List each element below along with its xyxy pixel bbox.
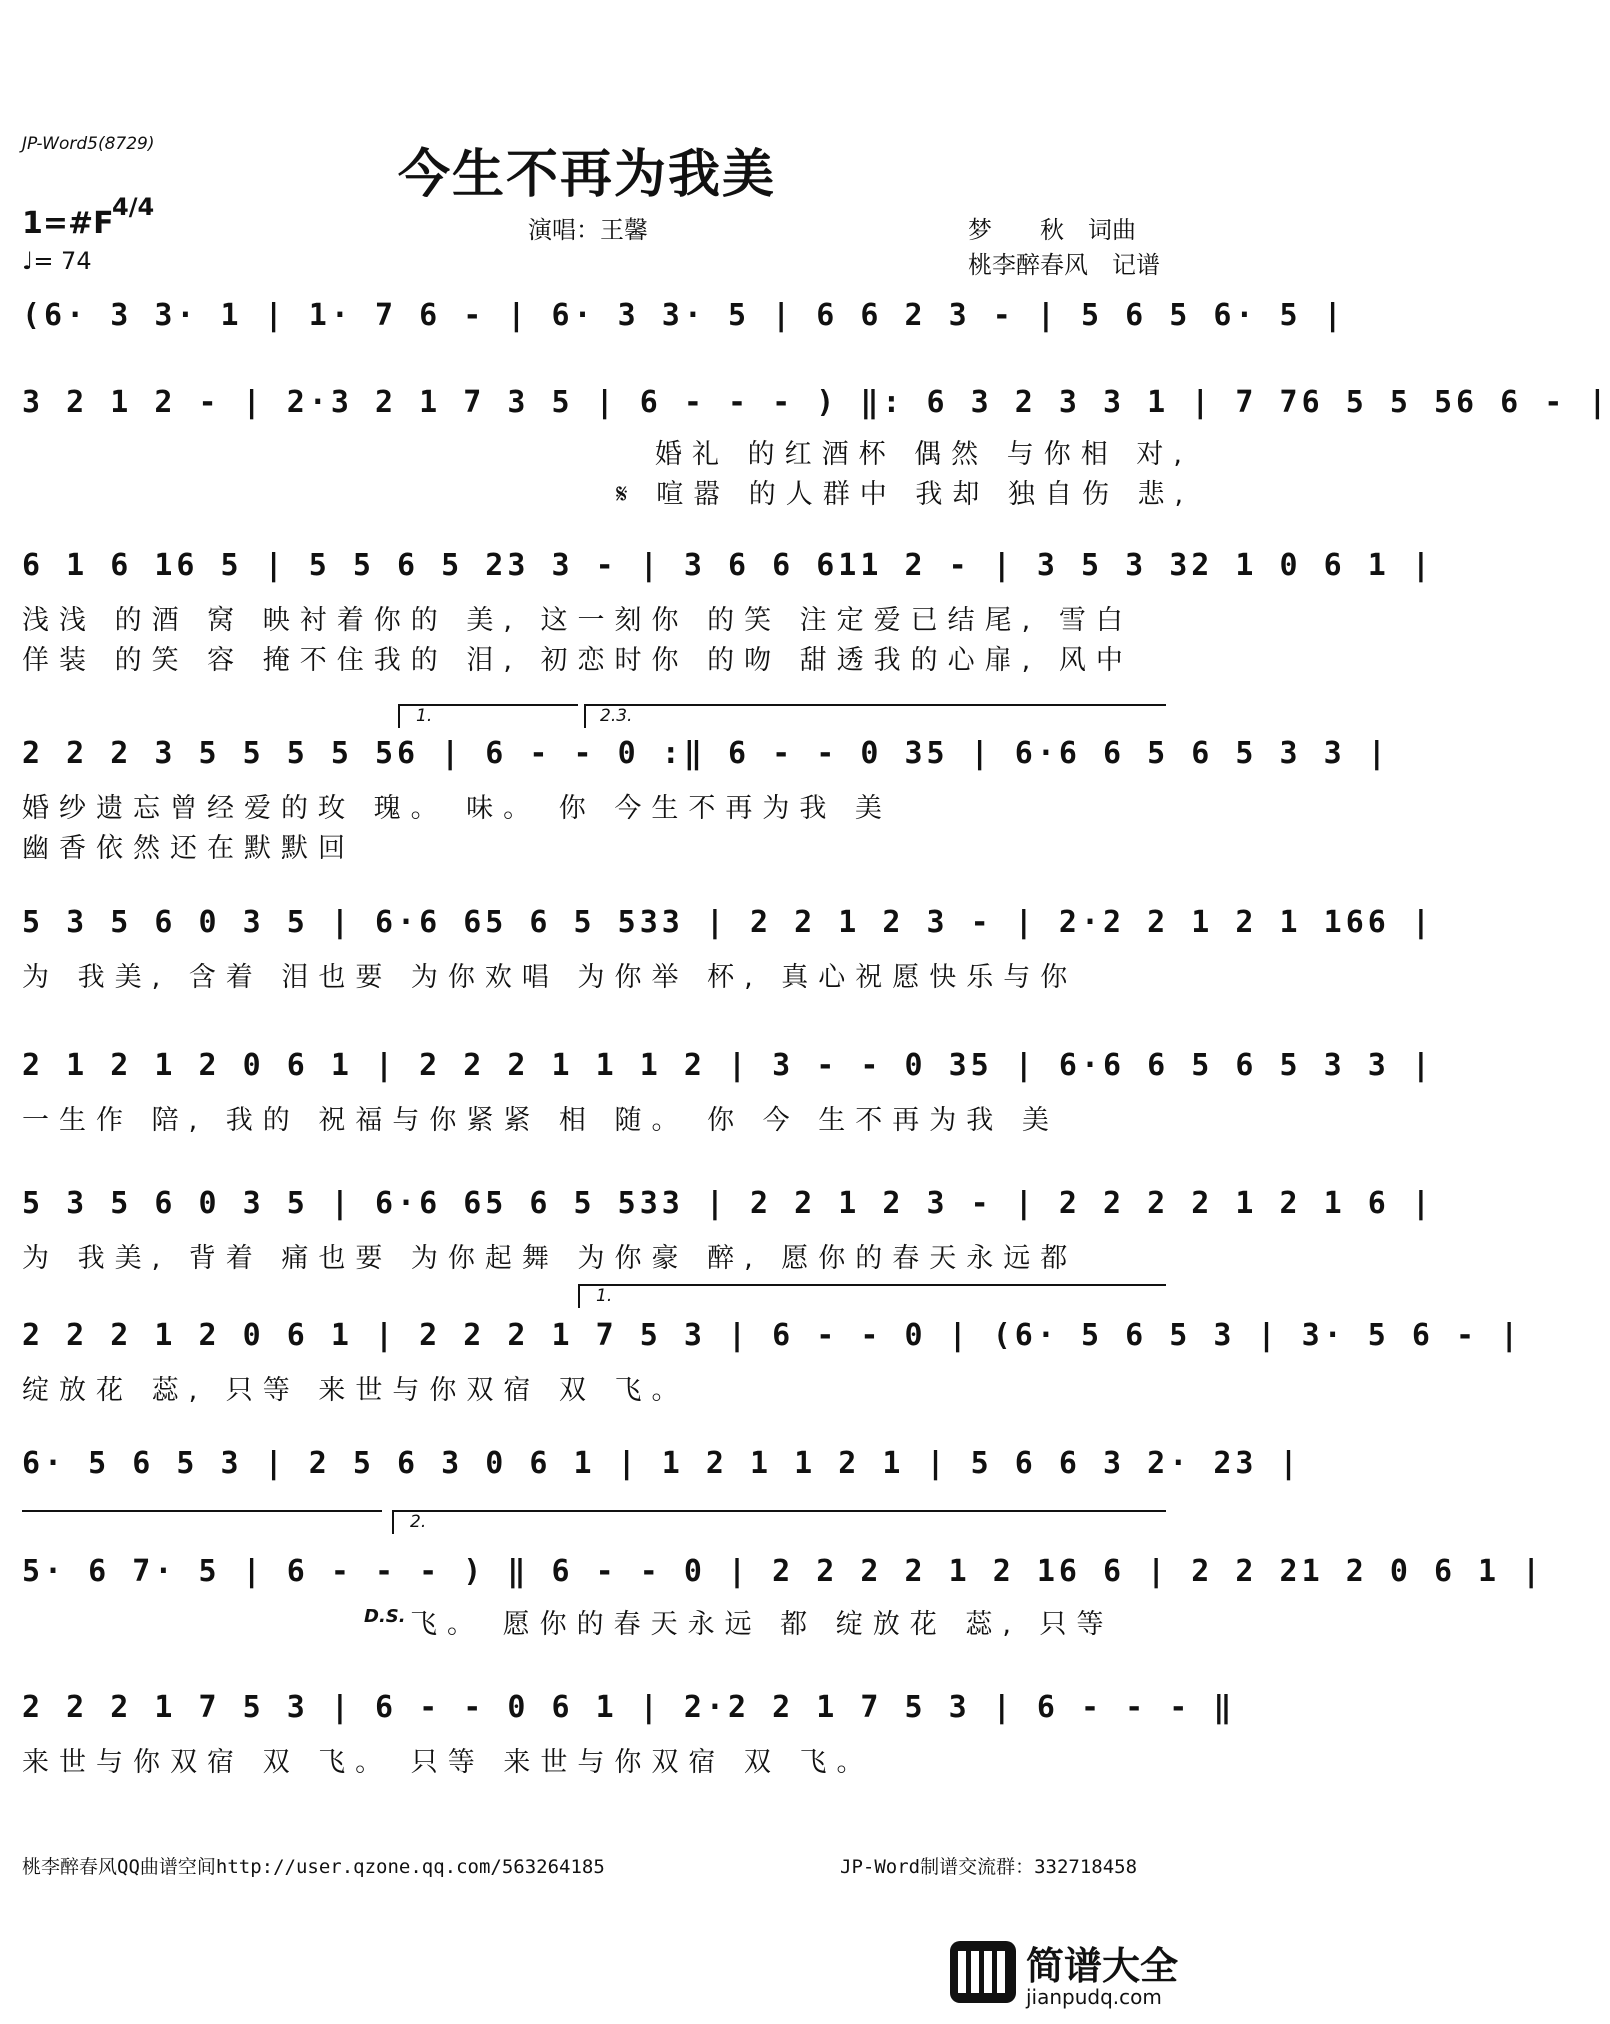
site-logo: [950, 1935, 1185, 2013]
volta-label-first: 1.: [416, 706, 433, 726]
score-system-6-notes: 2 1 2 1 2 0 6 1 | 2 2 2 1 1 1 2 | 3 - - 0 35 | 6·6 6 5 6 5 3 3 |: [22, 1048, 1434, 1083]
logo-url: jianpudq.com: [1026, 1985, 1162, 2009]
volta-bracket-second-third: [584, 704, 1166, 728]
score-system-2-notes: 3 2 1 2 - | 2·3 2 1 7 3 5 | 6 - - - ) ‖: 6 3 2 3 3 1 | 7 76 5 5 56 6 - |: [22, 385, 1610, 420]
score-system-10-notes: 5· 6 7· 5 | 6 - - - ) ‖ 6 - - 0 | 2 2 2 2 1 2 16 6 | 2 2 21 2 0 6 1 |: [22, 1554, 1545, 1589]
score-system-3-notes: 6 1 6 16 5 | 5 5 6 5 23 3 - | 3 6 6 611 2 - | 3 5 3 32 1 0 6 1 |: [22, 548, 1434, 583]
score-system-3-lyrics-verse1: 浅浅 的酒 窝 映衬着你的 美, 这一刻你 的笑 注定爱已结尾, 雪白: [22, 605, 1133, 636]
page-title: 今生不再为我美: [398, 144, 777, 205]
volta-label-first-b: 1.: [596, 1286, 613, 1306]
volta-bracket-first-b: [578, 1284, 1166, 1308]
time-signature-value: 4/4: [112, 193, 155, 221]
score-system-10-lyrics: 飞。 愿你的春天永远 都 绽放花 蕊, 只等: [410, 1609, 1114, 1640]
score-system-8-notes: 2 2 2 1 2 0 6 1 | 2 2 2 1 7 5 3 | 6 - - 0 | (6· 5 6 5 3 | 3· 5 6 - |: [22, 1318, 1523, 1353]
score-system-5-lyrics: 为 我美, 含着 泪也要 为你欢唱 为你举 杯, 真心祝愿快乐与你: [22, 962, 1078, 993]
logo-name: 简谱大全: [1026, 1944, 1179, 1988]
dal-segno-mark: D.S.: [364, 1606, 406, 1627]
score-system-4-lyrics-verse1: 婚纱遗忘曾经爱的玫 瑰。 味。 你 今生不再为我 美: [22, 793, 892, 824]
score-system-11-notes: 2 2 2 1 7 5 3 | 6 - - 0 6 1 | 2·2 2 1 7 5 3 | 6 - - - ‖: [22, 1690, 1236, 1725]
footer-right-text: JP-Word制谱交流群：332718458: [840, 1856, 1138, 1878]
time-signature: [112, 193, 155, 221]
score-system-2-lyrics-verse1: 婚礼 的红酒杯 偶然 与你相 对,: [655, 439, 1192, 470]
score-system-2-lyrics-verse2: 𝄋 喧嚣 的人群中 我却 独自伤 悲,: [616, 479, 1194, 510]
volta-bracket-second: [392, 1510, 1166, 1534]
footer-left-text: 桃李醉春风QQ曲谱空间http://user.qzone.qq.com/563264185: [22, 1856, 605, 1878]
key-signature: 1=#F: [22, 206, 114, 241]
volta-label-second: 2.: [410, 1512, 427, 1532]
score-system-3-lyrics-verse2: 佯装 的笑 容 掩不住我的 泪, 初恋时你 的吻 甜透我的心扉, 风中: [22, 645, 1133, 676]
piano-keys-icon: [950, 1941, 1016, 2003]
volta-line-carryover: [22, 1510, 382, 1512]
score-system-9-notes: 6· 5 6 5 3 | 2 5 6 3 0 6 1 | 1 2 1 1 2 1 | 5 6 6 3 2· 23 |: [22, 1446, 1302, 1481]
score-system-7-lyrics: 为 我美, 背着 痛也要 为你起舞 为你豪 醉, 愿你的春天永远都: [22, 1243, 1078, 1274]
score-system-4-notes: 2 2 2 3 5 5 5 5 56 | 6 - - 0 :‖ 6 - - 0 35 | 6·6 6 5 6 5 3 3 |: [22, 736, 1390, 771]
score-system-11-lyrics: 来世与你双宿 双 飞。 只等 来世与你双宿 双 飞。: [22, 1747, 874, 1778]
score-system-5-notes: 5 3 5 6 0 3 5 | 6·6 65 6 5 533 | 2 2 1 2 3 - | 2·2 2 1 2 1 166 |: [22, 905, 1434, 940]
score-system-7-notes: 5 3 5 6 0 3 5 | 6·6 65 6 5 533 | 2 2 1 2 3 - | 2 2 2 2 1 2 1 6 |: [22, 1186, 1434, 1221]
transcriber-credit: 桃李醉春风 记谱: [968, 251, 1160, 279]
lyricist-composer-credit: 梦 秋 词曲: [968, 216, 1136, 244]
software-label: JP-Word5(8729): [22, 134, 155, 154]
score-system-4-lyrics-verse2: 幽香依然还在默默回: [22, 833, 355, 864]
volta-label-second-third: 2.3.: [600, 706, 633, 726]
score-system-6-lyrics: 一生作 陪, 我的 祝福与你紧紧 相 随。 你 今 生不再为我 美: [22, 1105, 1059, 1136]
score-system-8-lyrics: 绽放花 蕊, 只等 来世与你双宿 双 飞。: [22, 1375, 689, 1406]
tempo-marking: ♩= 74: [22, 247, 92, 275]
score-system-1-notes: (6· 3 3· 1 | 1· 7 6 - | 6· 3 3· 5 | 6 6 2 3 - | 5 6 5 6· 5 |: [22, 298, 1346, 333]
singer-credit: 演唱：王馨: [528, 216, 648, 244]
